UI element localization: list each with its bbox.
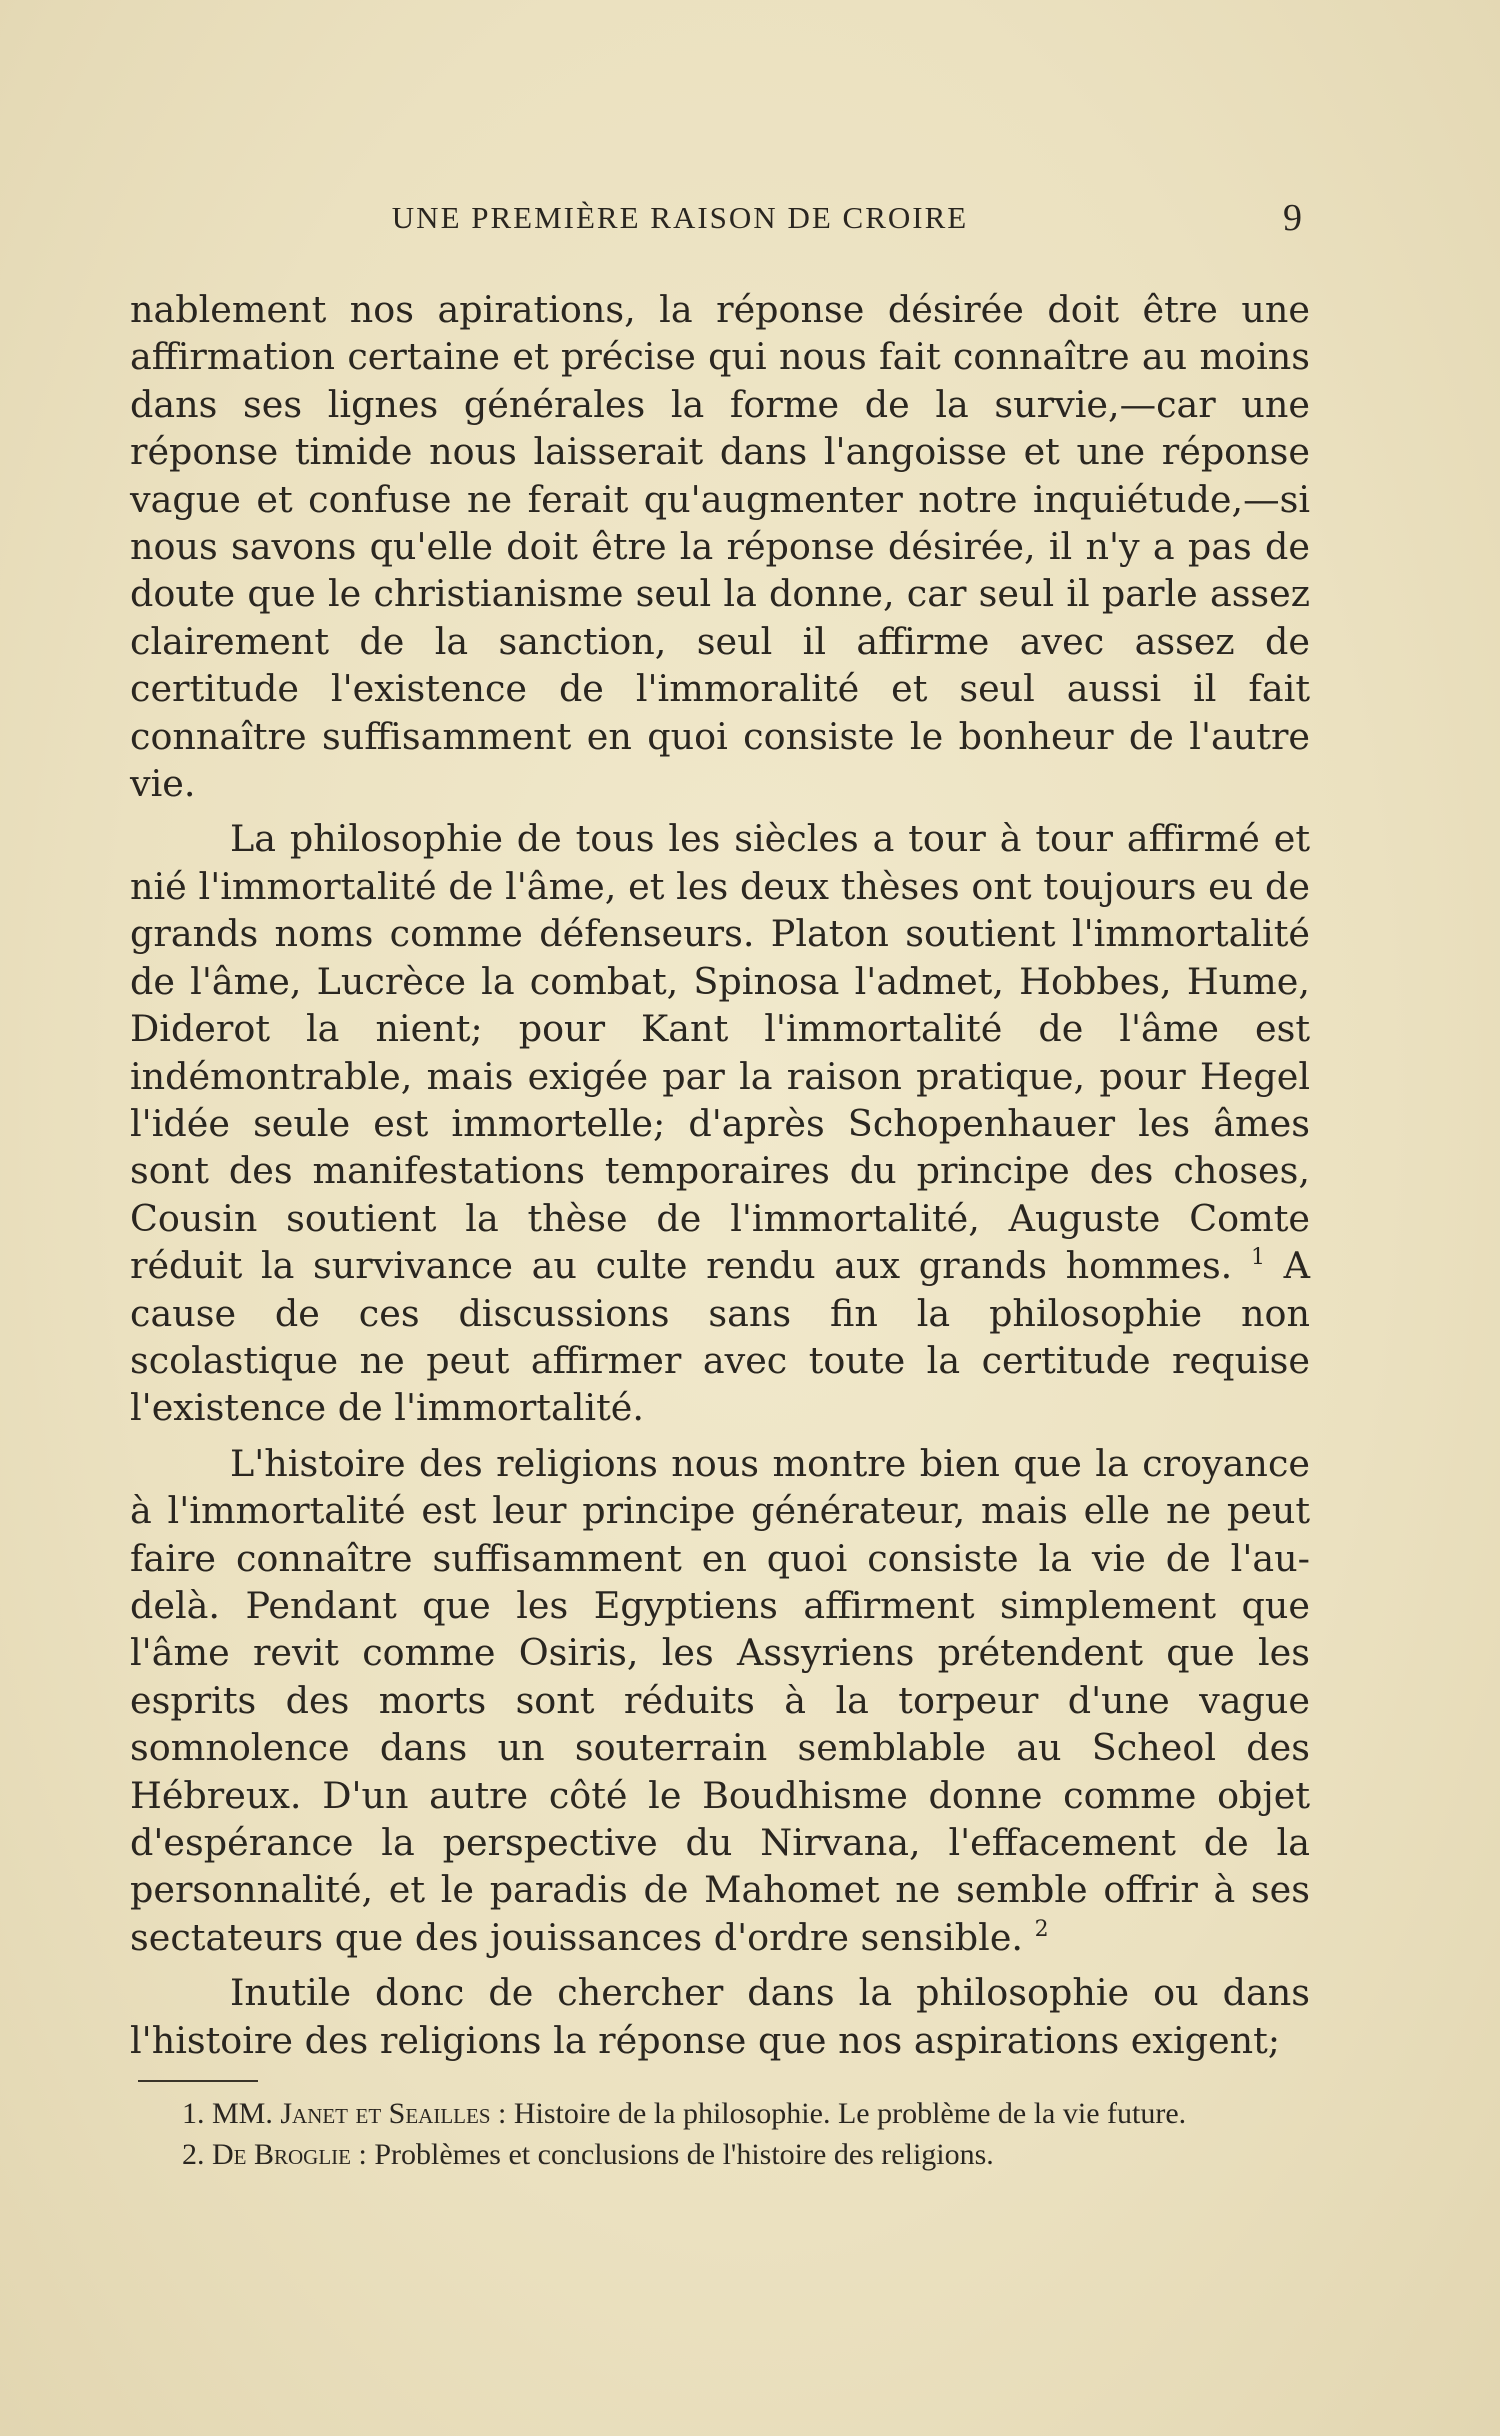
footnote-1-authors: MM. Janet et Seailles :: [212, 2097, 507, 2130]
footnote-1: 1. MM. Janet et Seailles : Histoire de la philosophie. Le problème de la vie future.: [182, 2097, 1187, 2130]
footnote-ref-2: 2: [1034, 1916, 1049, 1942]
paragraph-3: L'histoire des religions nous montre bien que la croyance à l'immortalité est leur principe générateur, mais elle ne peut faire connaître suffisamment en quoi consiste la vie de l'au-delà. Pendant que les Egyptiens affirment simplement que l'âme revit comme Osiris, les Assyriens prétendent que les esprits des morts sont réduits à la torpeur d'une vague somnolence dans un souterrain semblable au Scheol des Hébreux. D'un autre côté le Boudhisme donne comme objet d'espérance la perspective du Nirvana, l'effacement de la personnalité, et le paradis de Mahomet ne semble offrir à ses sectateurs que des jouissances d'ordre sensible. $^2$: [130, 1441, 1310, 1959]
page-number: 9: [1283, 197, 1302, 239]
paragraph-4: Inutile donc de chercher dans la philosophie ou dans l'histoire des religions la réponse que nos aspirations exigent;: [130, 1971, 1310, 2062]
footnote-2-authors: De Broglie :: [212, 2138, 367, 2171]
running-title: UNE PREMIÈRE RAISON DE CROIRE: [391, 200, 969, 235]
footnotes: [130, 2098, 1310, 2180]
footnote-2: 2. De Broglie : Problèmes et conclusions de l'histoire des religions.: [182, 2138, 994, 2171]
footnote-separator: [138, 2080, 258, 2082]
footnote-ref-1: 1: [1250, 1245, 1265, 1271]
body-text: [130, 286, 1310, 2072]
paragraph-2: La philosophie de tous les siècles a tour à tour affirmé et nié l'immortalité de l'âme, et les deux thèses ont toujours eu de grands noms comme défenseurs. Platon soutient l'immortalité de l'âme, Lucrèce la combat, Spinosa l'admet, Hobbes, Hume, Diderot la nient; pour Kant l'immortalité de l'âme est indémontrable, mais exigée par la raison pratique, pour Hegel l'idée seule est immortelle; d'après Schopenhauer les âmes sont des manifestations temporaires du principe des choses, Cousin soutient la thèse de l'immortalité, Auguste Comte réduit la survivance au culte rendu aux grands hommes. $^1$ A cause de ces discussions sans fin la philosophie non scolastique ne peut affirmer avec toute la certitude requise l'existence de l'immortalité.: [130, 817, 1311, 1430]
paragraph-1: nablement nos apirations, la réponse désirée doit être une affirmation certaine et précise qui nous fait connaître au moins dans ses lignes générales la forme de la survie,—car une réponse timide nous laisserait dans l'angoisse et une réponse vague et confuse ne ferait qu'augmenter notre inquiétude,—si nous savons qu'elle doit être la réponse désirée, il n'y a pas de doute que le christianisme seul la donne, car seul il parle assez clairement de la sanction, seul il affirme avec assez de certitude l'existence de l'immoralité et seul aussi il fait connaître suffisamment en quoi consiste le bonheur de l'autre vie.: [130, 288, 1310, 806]
running-head: [130, 196, 1320, 246]
